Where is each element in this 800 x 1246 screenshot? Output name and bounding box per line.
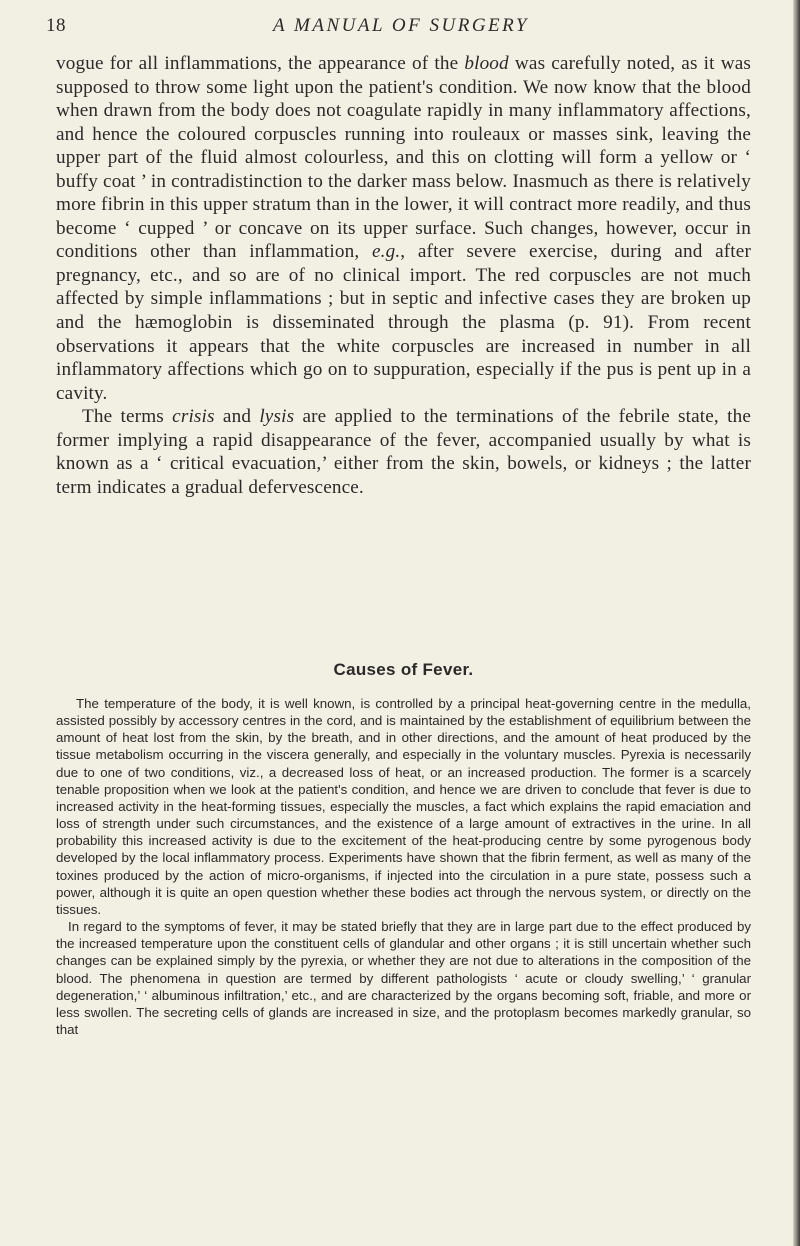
paragraph-crisis-lysis — [56, 405, 751, 499]
page-header — [46, 12, 756, 44]
main-text — [56, 52, 751, 499]
small-print-text — [56, 695, 751, 1038]
page-edge-shadow — [793, 0, 800, 1246]
paragraph-blood — [56, 52, 751, 405]
page-number: 18 — [46, 15, 66, 36]
italic-term: e.g. — [371, 241, 401, 263]
text-run: are applied to the terminations of the febrile state, the former implying a rapid disappearance of the fever, accompanied usually by what is known as a ‘ critical evacuation,’ either from the skin, bowels, or kidneys ; the latter term indicates a gradual defervescence. — [56, 406, 751, 498]
text-run: The terms — [82, 406, 173, 428]
italic-term: lysis — [259, 406, 295, 428]
text-run: and — [214, 406, 260, 428]
italic-term: blood — [464, 53, 509, 74]
text-run: vogue for all inflammations, the appearance of the — [56, 53, 465, 74]
text-run: , after severe exercise, during and after pregnancy, etc., and so are of no clinical import. The red corpuscles are not much affected by simple inflammations ; but in septic and infective cases they are broken up and the hæmoglobin is disseminated through the plasma (p. 91). From recent observations it appears that the white corpuscles are increased in number in all inflammatory affections which go on to suppuration, especially if the pus is pent up in a cavity. — [56, 241, 751, 404]
text-run: was carefully noted, as it was supposed to throw some light upon the patient's condition. We now know that the blood when drawn from the body does not coagulate rapidly in many inflammatory affections, and hence the coloured corpuscles running into rouleaux or masses sink, leaving the upper part of the fluid almost colourless, and this on clotting will form a yellow or ‘ buffy coat ’ in contradistinction to the darker mass below. Inasmuch as there is relatively more fibrin in this upper stratum than in the lower, it will contract more readily, and thus become ‘ cupped ’ or concave on its upper surface. Such changes, however, occur in conditions other than inflammation, — [56, 53, 751, 263]
running-title: A MANUAL OF SURGERY — [273, 15, 529, 36]
paragraph-symptoms: In regard to the symptoms of fever, it may be stated briefly that they are in large part due to the effect produced by the increased temperature upon the constituent cells of glandular and other organs ; it is still uncertain whether such changes can be explained simply by the pyrexia, or whether they are not due to alterations in the composition of the blood. The phenomena in question are termed by different pathologists ‘ acute or cloudy swelling,’ ‘ granular degeneration,’ ‘ albuminous infiltration,’ etc., and are characterized by the organs becoming soft, friable, and more or less swollen. The secreting cells of glands are increased in size, and the protoplasm becomes markedly granular, so that — [56, 919, 751, 1037]
italic-term: crisis — [172, 406, 215, 428]
section-heading: Causes of Fever. — [333, 660, 474, 679]
paragraph-temperature: The temperature of the body, it is well known, is controlled by a principal heat-governing centre in the medulla, assisted possibly by accessory centres in the cord, and is maintained by the establishment of equilibrium between the amount of heat lost from the skin, by the breath, and in other directions, and the amount of heat produced by the tissue metabolism occurring in the viscera generally, and especially in the voluntary muscles. Pyrexia is necessarily due to one of two conditions, viz., a decreased loss of heat, or an increased production. The former is a scarcely tenable proposition when we look at the patient's condition, and hence we are driven to conclude that fever is due to increased activity in the heat-forming tissues, especially the muscles, a fact which explains the rapid emaciation and loss of strength under such circumstances, and the existence of a large amount of extractives in the urine. In all probability this increased activity is due to the excitement of the heat-producing centre by some pyrogenous body developed by the local inflammatory process. Experiments have shown that the fibrin ferment, as well as many of the toxines produced by the action of micro-organisms, if injected into the circulation in a pure state, possess such a power, although it is quite an open question whether these bodies act through the nervous system, or directly on the tissues. — [56, 696, 751, 917]
